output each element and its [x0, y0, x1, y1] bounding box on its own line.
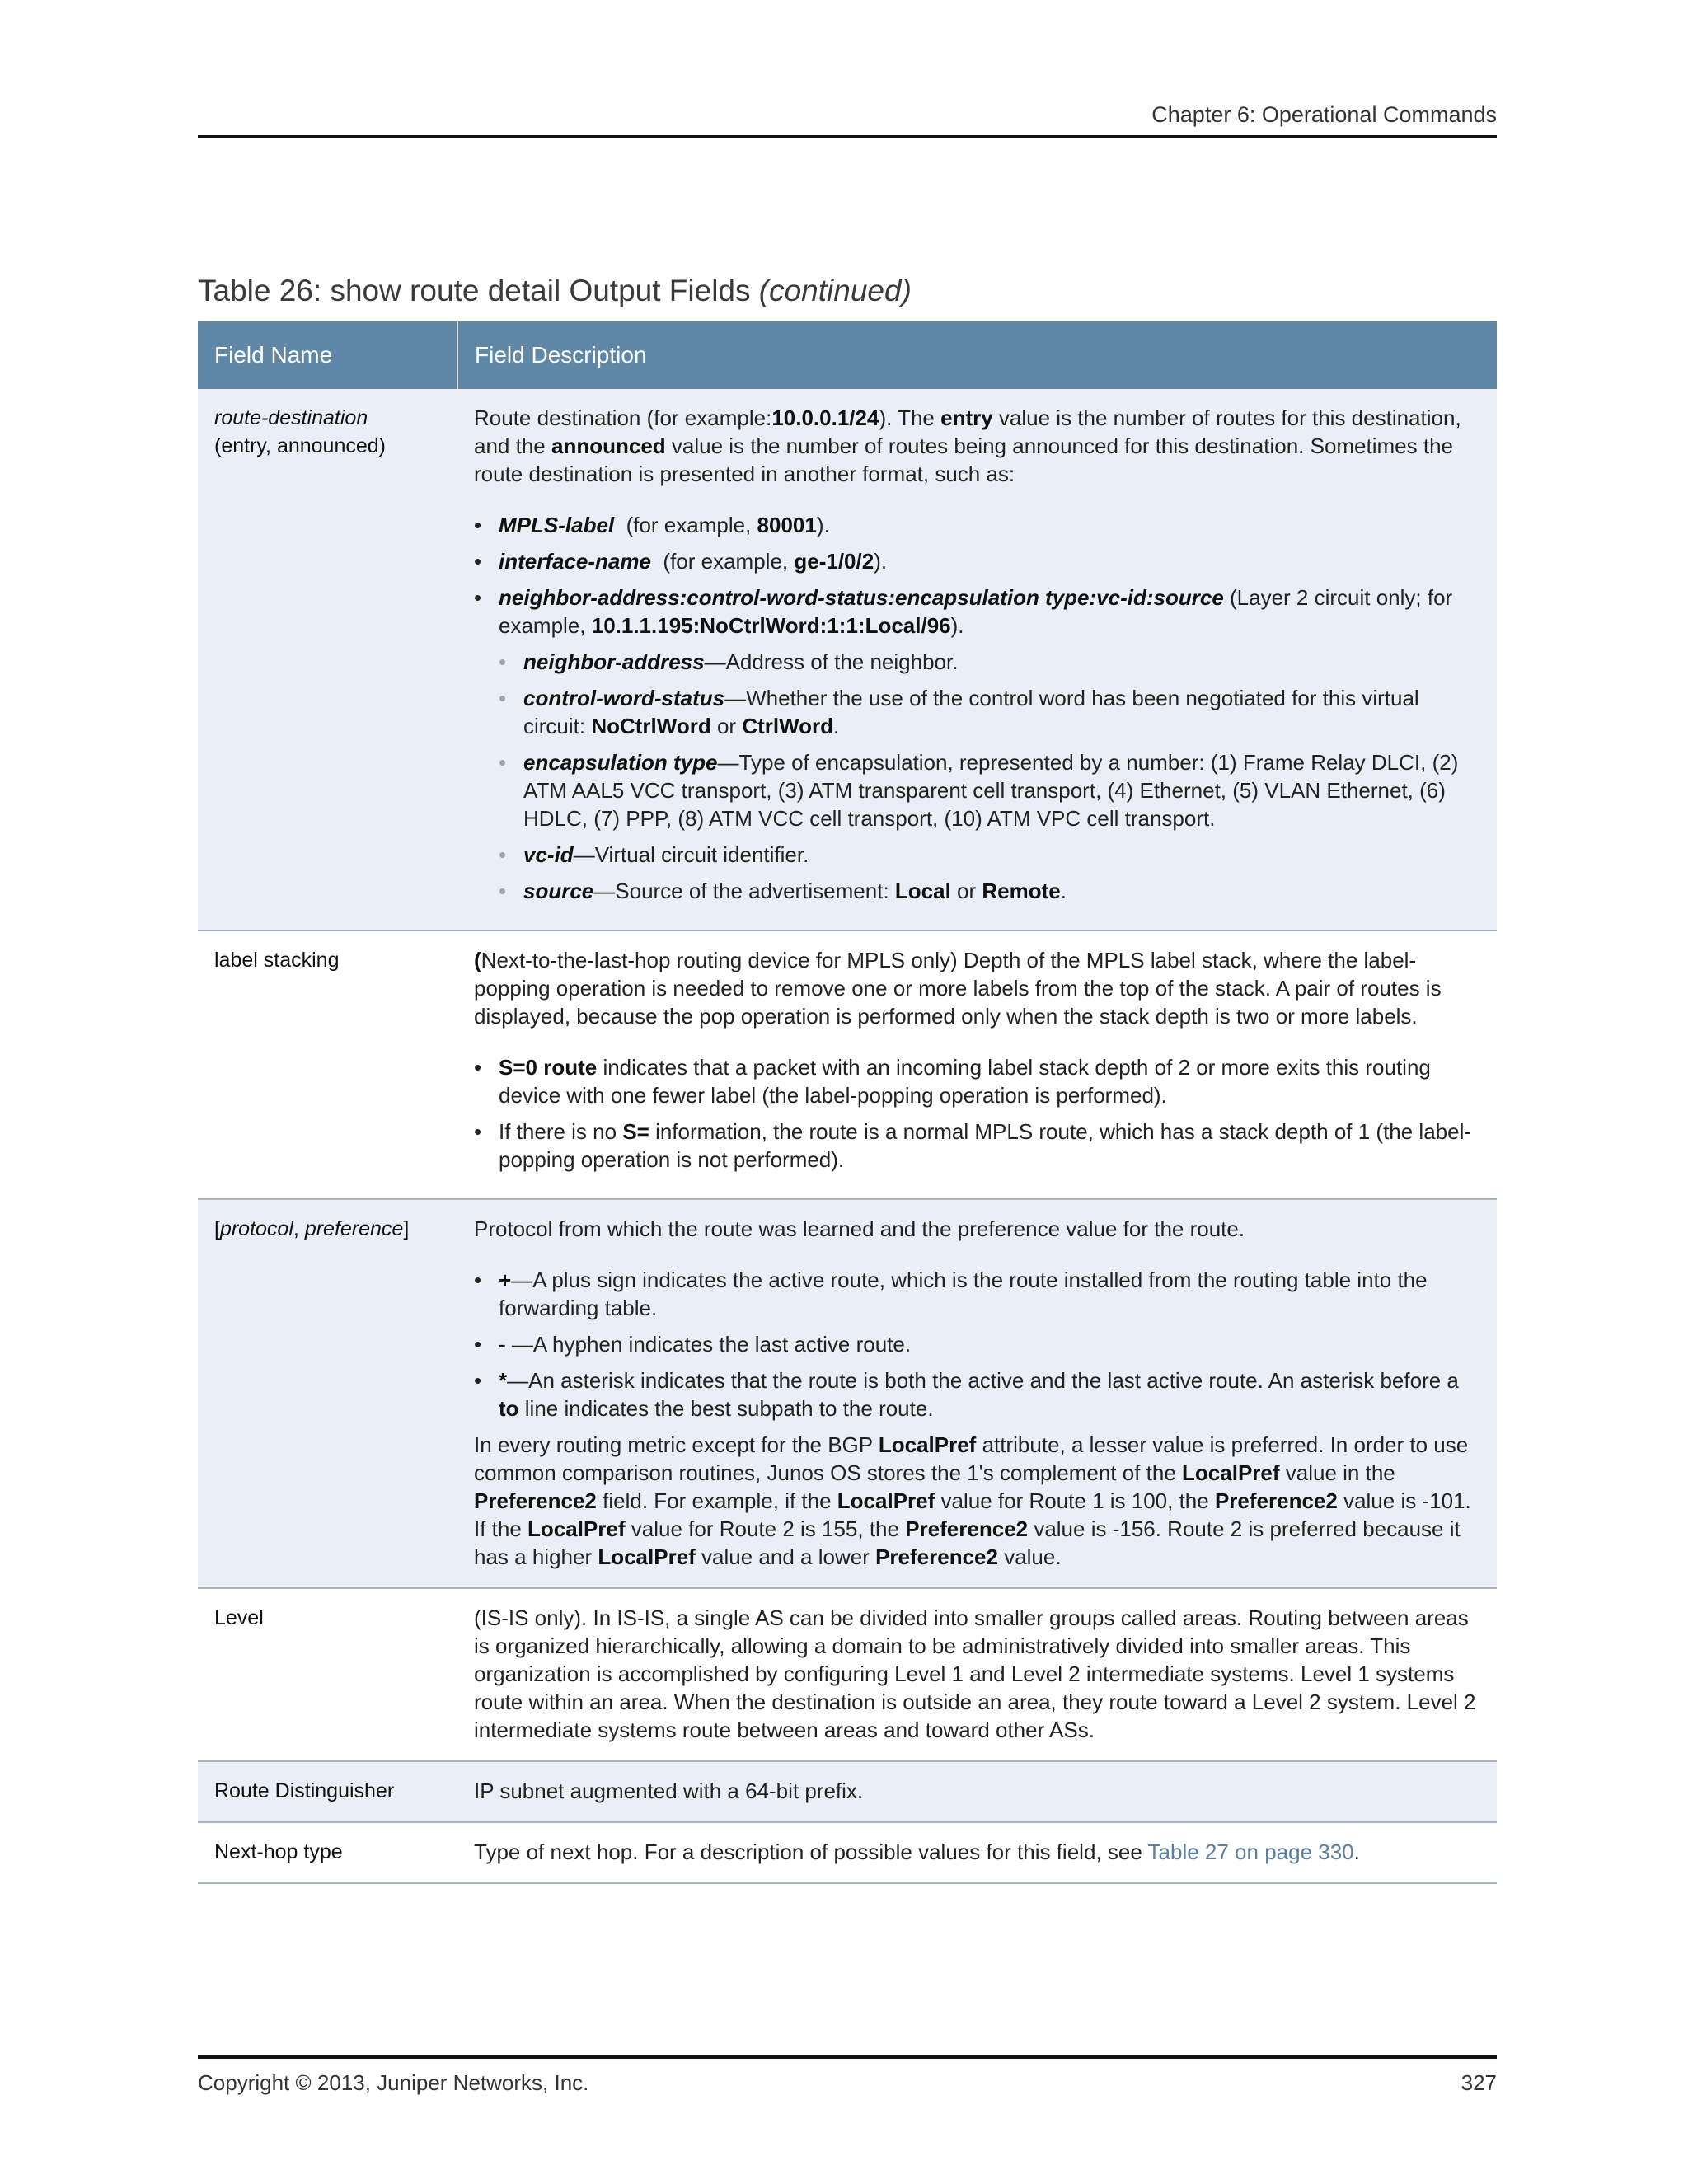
field-name: Route Distinguisher — [214, 1779, 395, 1802]
table-title — [198, 274, 912, 308]
text: —A hyphen indicates the last active route. — [505, 1332, 912, 1357]
text: Next-to-the-last-hop routing device for MPLS only) Depth of the MPLS label stack, where the label-popping operation is needed to remove one or more labels from the top of the stack. A pair of routes is displayed, because the pop operation is performed only when the stack depth is two or more labels. — [474, 948, 1442, 1029]
code-text: 10.0.0.1/24 — [771, 405, 879, 430]
text: value. — [997, 1544, 1062, 1569]
text: value is -101. If the — [474, 1488, 1471, 1541]
list-item — [474, 583, 1480, 905]
text: , — [293, 1217, 305, 1240]
term: MPLS-label — [499, 513, 615, 537]
table-header-row — [198, 321, 1497, 389]
text: value in the — [1279, 1460, 1395, 1485]
field-description-cell — [457, 930, 1497, 1199]
table-27-link[interactable]: Table 27 on page 330 — [1147, 1840, 1354, 1864]
field-name-qualifier: (entry, announced) — [214, 434, 386, 457]
term: interface-name — [499, 549, 651, 574]
text: In every routing metric except for the BGP — [474, 1432, 879, 1457]
code-text: Preference2 — [474, 1488, 597, 1513]
field-name-cell — [198, 1822, 457, 1883]
table-row-label-stacking — [198, 930, 1497, 1199]
bullet-list — [474, 511, 1480, 905]
code-text: Local — [894, 879, 951, 903]
field-name-cell — [198, 1761, 457, 1822]
text: . — [1060, 879, 1067, 903]
code-text: S=0 route — [499, 1055, 598, 1080]
sub-list-item — [499, 748, 1480, 832]
code-text: ge-1/0/2 — [794, 549, 874, 574]
text: If there is no — [499, 1119, 623, 1144]
field-description-cell — [457, 1588, 1497, 1761]
list-item — [474, 1118, 1480, 1174]
text: or — [950, 879, 982, 903]
text: value and a lower — [695, 1544, 876, 1569]
text: or — [710, 714, 743, 738]
table-row-route-destination — [198, 389, 1497, 930]
chapter-title: Chapter 6: Operational Commands — [1151, 102, 1497, 127]
text: protocol — [219, 1217, 293, 1240]
text: information, the route is a normal MPLS route, which has a stack depth of 1 (the label-popping operation is not performed). — [499, 1119, 1472, 1172]
text: ( — [474, 948, 481, 972]
text: —Source of the advertisement: — [593, 879, 895, 903]
code-text: LocalPref — [598, 1544, 696, 1569]
text: indicates that a packet with an incoming label stack depth of 2 or more exits this routing device with one fewer label (the label-popping operation is performed). — [499, 1055, 1431, 1108]
text: ). — [874, 549, 888, 574]
text: . — [1353, 1840, 1360, 1864]
sub-list-item — [499, 684, 1480, 740]
field-description-cell — [457, 1199, 1497, 1588]
term: control-word-status — [523, 686, 725, 710]
text: ] — [403, 1217, 410, 1240]
list-item — [474, 1053, 1480, 1109]
description-paragraph: (IS-IS only). In IS-IS, a single AS can be divided into smaller groups called areas. Routing between areas is organized hierarchically, allowing a domain to be administratively divided into smaller areas. This organization is accomplished by configuring Level 1 and Level 2 intermediate systems. Level 1 systems route within an area. When the destination is outside an area, they route toward a Level 2 system. Level 2 intermediate systems route between areas and toward other ASs. — [474, 1605, 1476, 1742]
text: value is the number of routes being announced for this destination. Sometimes the route destination is presented in another format, such as: — [474, 434, 1454, 486]
page-number: 327 — [1461, 2070, 1497, 2095]
table-row-level — [198, 1588, 1497, 1761]
table-title-suffix: (continued) — [758, 274, 912, 307]
sub-bullet-list — [499, 648, 1480, 905]
code-text: LocalPref — [1182, 1460, 1280, 1485]
field-name-cell — [198, 930, 457, 1199]
output-fields-table — [198, 321, 1497, 1884]
field-name: route-destination — [214, 406, 368, 429]
symbol: - — [499, 1332, 506, 1357]
text: —Whether the use of the control word has been negotiated for this virtual circuit: — [523, 686, 1419, 738]
table-title-text: Table 26: show route detail Output Fields — [198, 274, 751, 307]
code-text: announced — [551, 434, 666, 458]
text: —Address of the neighbor. — [704, 649, 959, 674]
code-text: 80001 — [757, 513, 817, 537]
field-name — [214, 1215, 441, 1243]
table-row-protocol-preference — [198, 1199, 1497, 1588]
column-header-field-name: Field Name — [198, 321, 457, 389]
column-header-field-description: Field Description — [457, 321, 1497, 389]
code-text: Preference2 — [875, 1544, 998, 1569]
code-text: Preference2 — [905, 1516, 1029, 1541]
field-name-cell — [198, 1588, 457, 1761]
sub-list-item — [499, 648, 1480, 676]
field-name-cell — [198, 389, 457, 930]
code-text: S= — [622, 1119, 649, 1144]
list-item — [474, 547, 1480, 575]
field-name: label stacking — [214, 949, 340, 972]
code-text: 10.1.1.195:NoCtrlWord:1:1:Local/96 — [591, 613, 951, 638]
description-paragraph — [474, 946, 1480, 1030]
table-row-route-distinguisher — [198, 1761, 1497, 1822]
text: (Layer 2 circuit only; for example, — [499, 585, 1453, 638]
list-item — [474, 1366, 1480, 1422]
list-item — [474, 511, 1480, 539]
symbol: * — [499, 1368, 508, 1393]
list-item — [474, 1266, 1480, 1322]
text: Route destination (for example: — [474, 405, 772, 430]
list-item — [474, 1330, 1480, 1358]
term: neighbor-address — [523, 649, 705, 674]
code-text: CtrlWord — [742, 714, 834, 738]
text: [ — [214, 1217, 220, 1240]
text: preference — [304, 1217, 404, 1240]
text: ). The — [879, 405, 941, 430]
description-paragraph: Protocol from which the route was learned and the preference value for the route. — [474, 1216, 1245, 1241]
table-row-next-hop-type — [198, 1822, 1497, 1883]
text: Type of next hop. For a description of possible values for this field, see — [474, 1840, 1148, 1864]
text: (for example, — [614, 513, 757, 537]
code-text: LocalPref — [878, 1432, 977, 1457]
sub-list-item — [499, 841, 1480, 869]
code-text: Remote — [982, 879, 1061, 903]
symbol: + — [499, 1268, 512, 1292]
code-text: LocalPref — [528, 1516, 626, 1541]
code-text: NoCtrlWord — [591, 714, 711, 738]
code-text: to — [499, 1396, 519, 1421]
term: encapsulation type — [523, 750, 718, 775]
description-paragraph — [474, 404, 1480, 488]
field-description-cell — [457, 389, 1497, 930]
sub-list-item — [499, 877, 1480, 905]
text: line indicates the best subpath to the route. — [518, 1396, 934, 1421]
description-paragraph — [474, 1838, 1480, 1866]
description-paragraph — [474, 1431, 1480, 1571]
code-text: Preference2 — [1214, 1488, 1338, 1513]
text: —An asterisk indicates that the route is both the active and the last active route. An asterisk before a — [507, 1368, 1459, 1393]
text: value for Route 1 is 100, the — [935, 1488, 1215, 1513]
bullet-list — [474, 1053, 1480, 1174]
text: . — [833, 714, 840, 738]
field-description-cell — [457, 1822, 1497, 1883]
field-name: Level — [214, 1606, 264, 1629]
text: field. For example, if the — [596, 1488, 837, 1513]
text: (for example, — [650, 549, 795, 574]
bullet-list — [474, 1266, 1480, 1422]
text: —Virtual circuit identifier. — [573, 842, 809, 867]
page-footer — [198, 2055, 1497, 2095]
text: attribute, a lesser value is preferred. In order to use common comparison routines, Junos OS stores the 1's complement of the — [474, 1432, 1469, 1485]
field-description-cell — [457, 1761, 1497, 1822]
description-paragraph: IP subnet augmented with a 64-bit prefix. — [474, 1779, 864, 1803]
text: value is -156. Route 2 is preferred because it has a higher — [474, 1516, 1461, 1569]
table-header — [198, 321, 1497, 389]
text: ). — [950, 613, 964, 638]
code-text: LocalPref — [837, 1488, 935, 1513]
text: —A plus sign indicates the active route, which is the route installed from the routing table into the forwarding table. — [499, 1268, 1428, 1320]
text: ). — [816, 513, 830, 537]
code-text: entry — [940, 405, 993, 430]
field-name-cell — [198, 1199, 457, 1588]
text: —Type of encapsulation, represented by a number: (1) Frame Relay DLCI, (2) ATM AAL5 VCC transport, (3) ATM transparent cell transport, (4) Ethernet, (5) VLAN Ethernet, (6) HDLC, (7) PPP, (8) ATM VCC cell transport, (10) ATM VPC cell transport. — [523, 750, 1459, 831]
text: value for Route 2 is 155, the — [625, 1516, 906, 1541]
page-header — [198, 99, 1497, 138]
term: neighbor-address:control-word-status:encapsulation type:vc-id:source — [499, 585, 1224, 610]
text: value is the number of routes for this destination, and the — [474, 405, 1461, 458]
copyright: Copyright © 2013, Juniper Networks, Inc. — [198, 2070, 589, 2095]
field-name: Next-hop type — [214, 1840, 343, 1863]
term: source — [523, 879, 594, 903]
term: vc-id — [523, 842, 574, 867]
